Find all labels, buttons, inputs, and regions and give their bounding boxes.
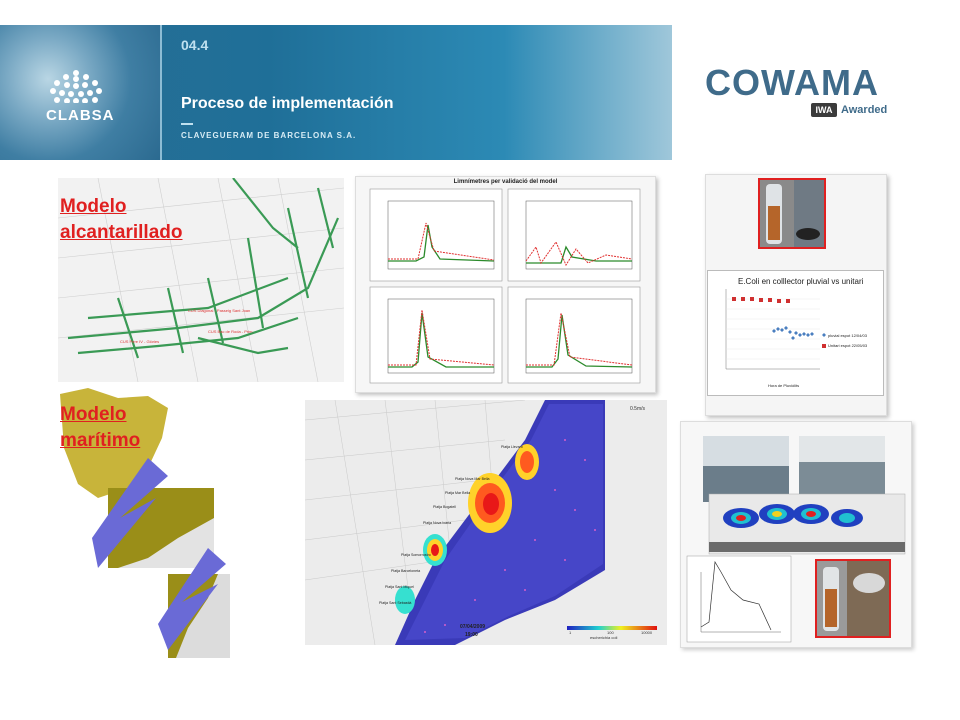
marine-model-link[interactable]: Modelo marítimo bbox=[60, 404, 141, 451]
scatter-legend-2: Unitari espot 22/05/03 bbox=[828, 343, 868, 348]
scatter-xlabel: Hora de Pluviòlits bbox=[768, 383, 800, 388]
clabsa-logo-icon bbox=[48, 69, 104, 103]
sample-photo-1 bbox=[758, 178, 826, 249]
sewer-model-link[interactable]: Modelo alcantarillado bbox=[60, 196, 183, 243]
cowama-logo: COWAMA bbox=[705, 62, 879, 103]
beach-label: Platja Nova Icària bbox=[423, 521, 452, 525]
scatter-legend-1: pluvial espot 12/04/03 bbox=[828, 333, 867, 338]
beach-label: Platja Sant Sebastià bbox=[379, 601, 412, 605]
map-label-3: CUS Pere IV - Glòries bbox=[120, 339, 160, 344]
wave-map-scale: 0.5m/s bbox=[630, 406, 646, 412]
sample-photo-1-svg bbox=[760, 180, 824, 247]
beach-label: Platja Nova Mar Bella bbox=[455, 477, 490, 481]
wave-map-legend-max: 10000 bbox=[641, 630, 653, 635]
wave-map-svg bbox=[305, 400, 667, 645]
header-banner bbox=[0, 25, 672, 160]
beach-label: Platja Sant Miquel bbox=[385, 585, 414, 589]
sample-photo-2-svg bbox=[817, 561, 889, 636]
sample-photo-2 bbox=[815, 559, 891, 638]
wave-map-legend-min: 1 bbox=[569, 630, 572, 635]
scatter-title: E.Coli en colllector pluvial vs unitari bbox=[738, 277, 864, 286]
beach-label: Platja Llevant bbox=[501, 445, 523, 449]
map-label-1: CUS Diagonal - Passeig Sant Joan bbox=[188, 308, 251, 313]
iwa-badge: IWA bbox=[811, 103, 837, 117]
header-divider bbox=[160, 25, 162, 160]
contamination-plume-map bbox=[305, 400, 667, 645]
beach-label: Platja Somorrostro bbox=[401, 553, 431, 557]
header-rule bbox=[181, 123, 193, 125]
logo-text: CLABSA bbox=[46, 107, 115, 124]
section-title: Proceso de implementación bbox=[181, 95, 394, 112]
beach-label: Platja Bogatell bbox=[433, 505, 456, 509]
chart-grid-title: Limnímetres per validació del model bbox=[453, 179, 558, 185]
awarded-text: Awarded bbox=[841, 104, 888, 116]
ecoli-scatter-chart bbox=[707, 270, 884, 396]
wave-map-date: 07/04/2009 bbox=[460, 624, 486, 630]
chart-grid-svg bbox=[356, 177, 655, 392]
beach-label: Platja Barceloneta bbox=[391, 569, 421, 573]
wave-map-legend-mid: 100 bbox=[607, 630, 614, 635]
wave-map-legend: escherichia coli bbox=[590, 635, 618, 640]
validation-chart-grid bbox=[355, 176, 656, 393]
map-label-2: CUS Bac de Roda - Prim bbox=[208, 329, 253, 334]
wave-map-time: 19:00 bbox=[465, 632, 478, 638]
beach-label: Platja Mar Bella bbox=[445, 491, 471, 495]
award-badge bbox=[811, 103, 891, 117]
section-number: 04.4 bbox=[181, 37, 209, 53]
company-name: CLAVEGUERAM DE BARCELONA S.A. bbox=[181, 131, 357, 140]
